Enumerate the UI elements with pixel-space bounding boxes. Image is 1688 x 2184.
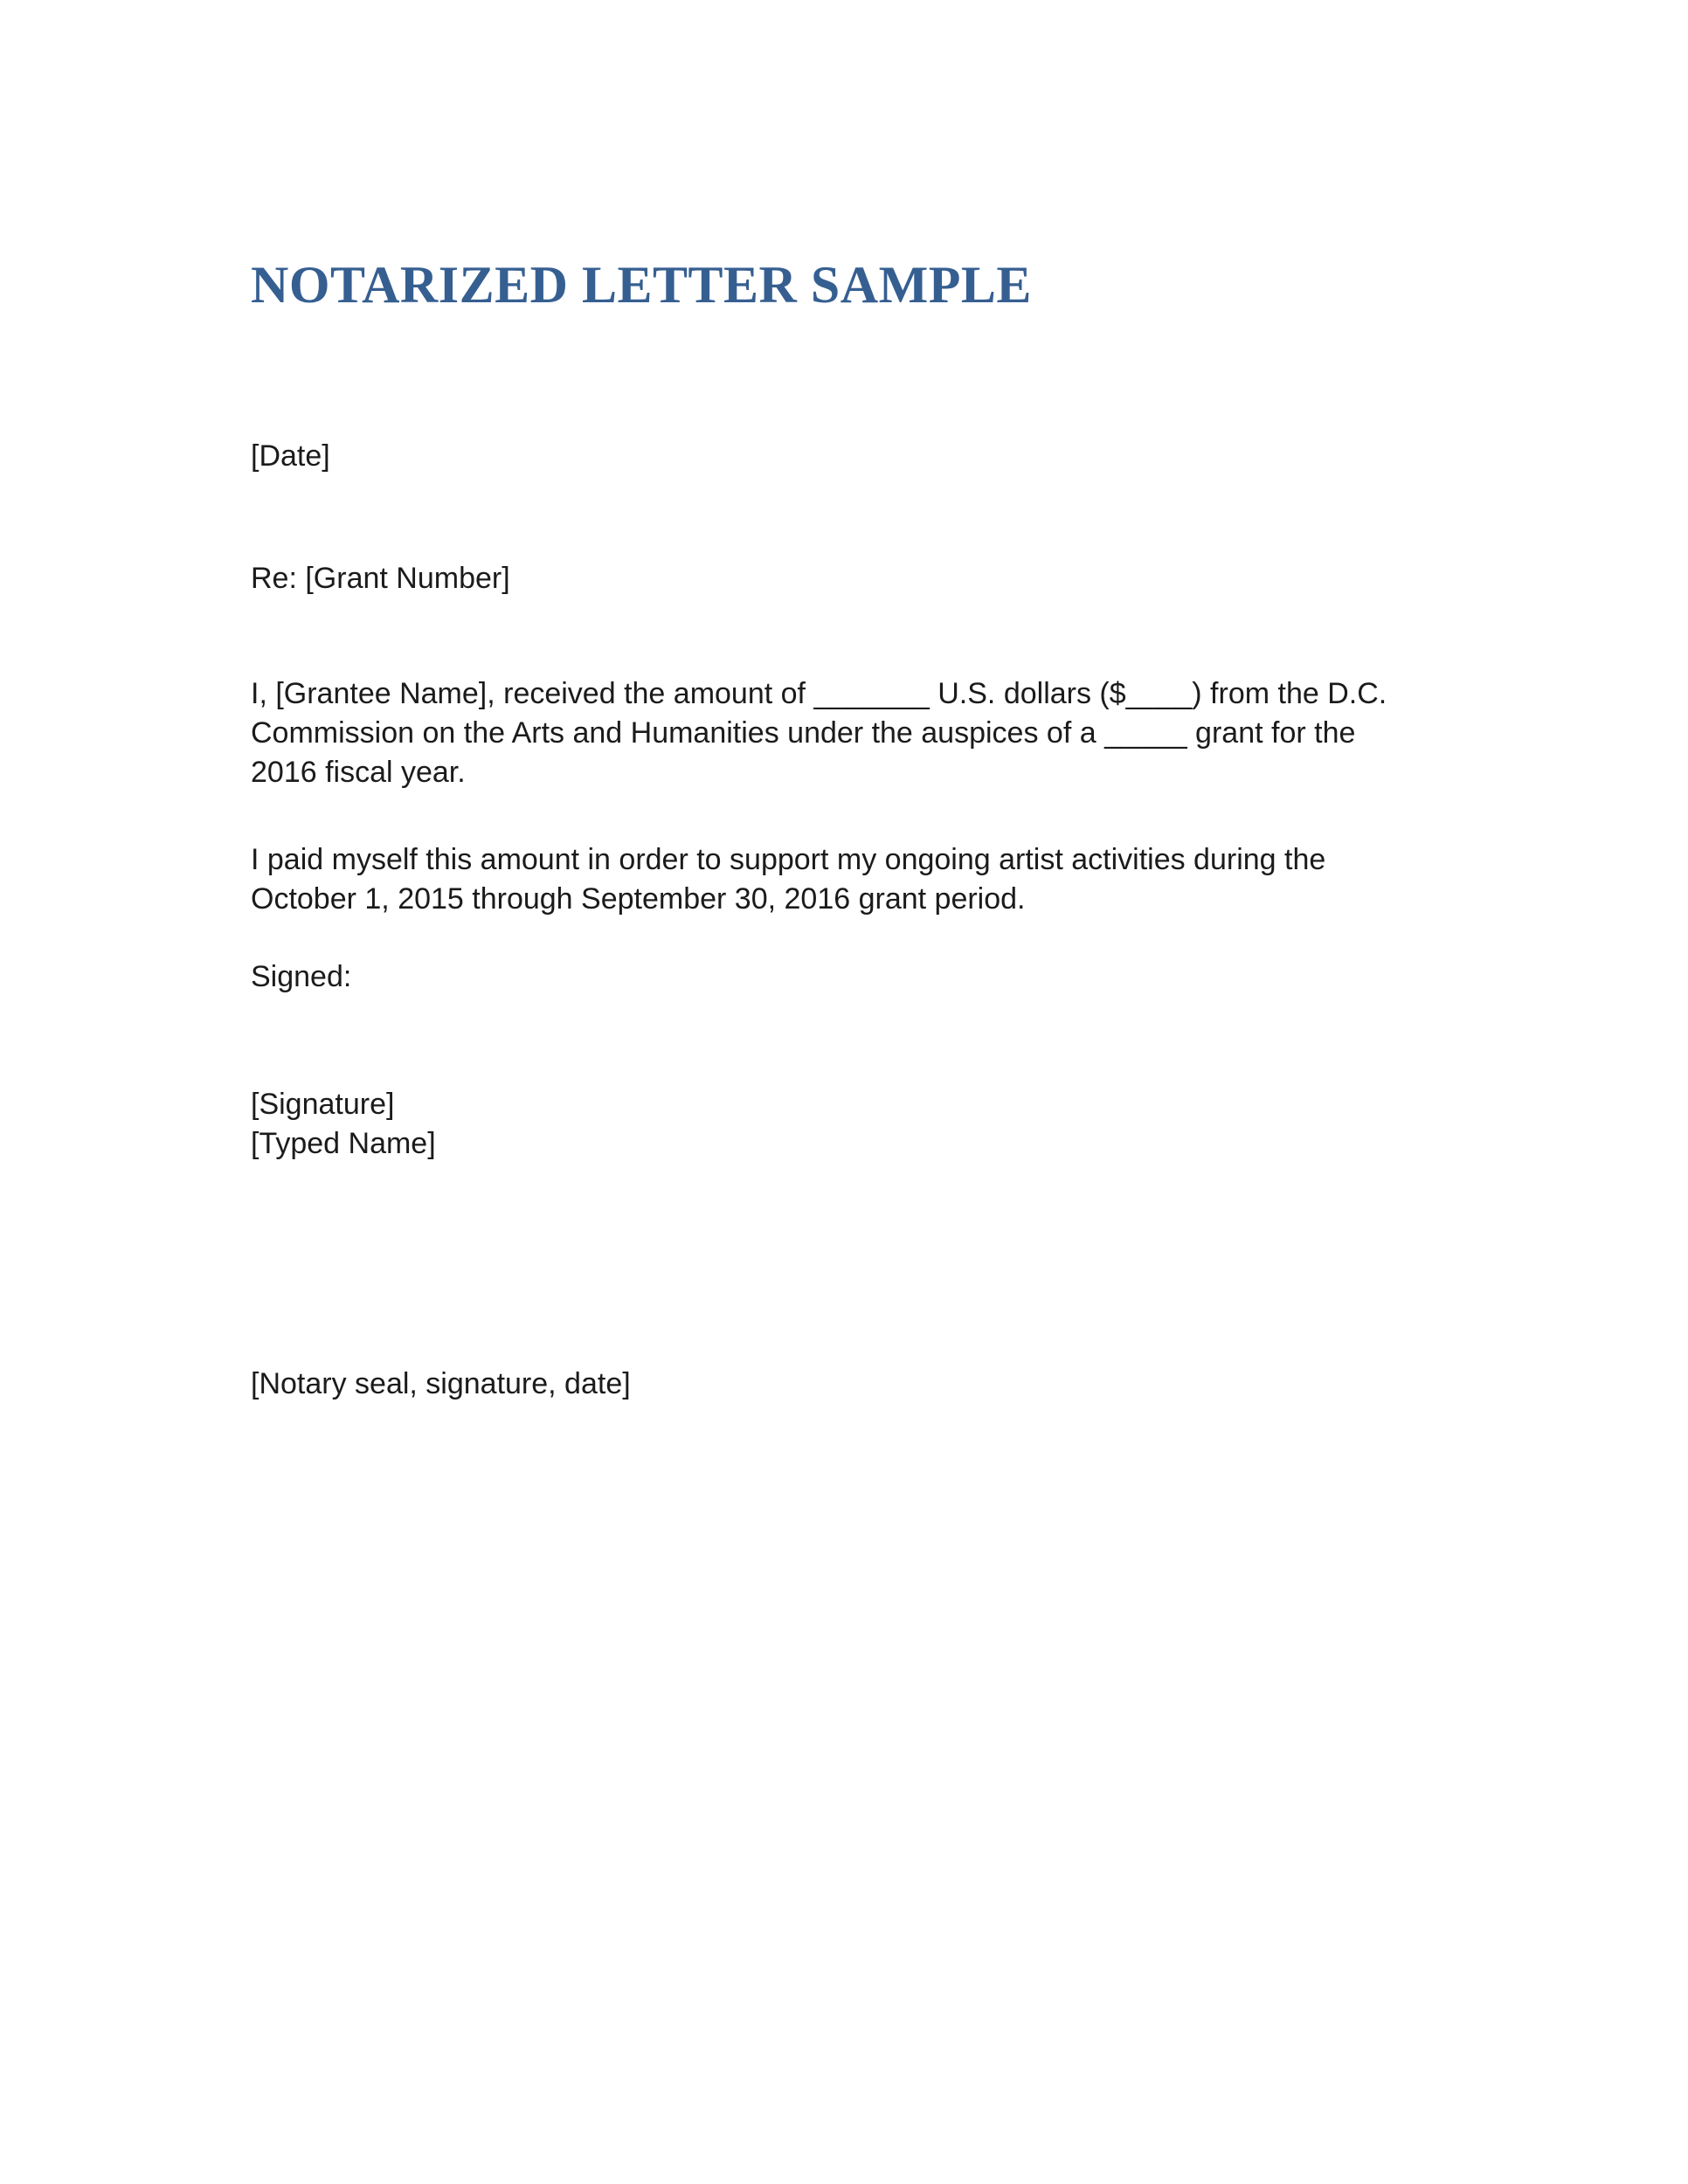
- body-paragraph-amount: [251, 674, 1387, 792]
- signature-block: [251, 1085, 436, 1164]
- reference-line: Re: [Grant Number]: [251, 562, 510, 595]
- paragraph-line: 2016 fiscal year.: [251, 756, 466, 789]
- notary-seal-placeholder: [Notary seal, signature, date]: [251, 1367, 631, 1400]
- letter-title: NOTARIZED LETTER SAMPLE: [251, 256, 1032, 314]
- signature-placeholder: [Signature]: [251, 1088, 395, 1121]
- paragraph-line: I, [Grantee Name], received the amount of _______ U.S. dollars ($____) from the D.C.: [251, 677, 1387, 710]
- body-paragraph-purpose: [251, 840, 1325, 919]
- date-placeholder: [Date]: [251, 439, 330, 473]
- typed-name-placeholder: [Typed Name]: [251, 1127, 436, 1160]
- paragraph-line: October 1, 2015 through September 30, 2016 grant period.: [251, 882, 1026, 916]
- paragraph-line: I paid myself this amount in order to support my ongoing artist activities during the: [251, 843, 1326, 876]
- signed-label: Signed:: [251, 960, 352, 993]
- paragraph-line: Commission on the Arts and Humanities under the auspices of a _____ grant for the: [251, 716, 1356, 750]
